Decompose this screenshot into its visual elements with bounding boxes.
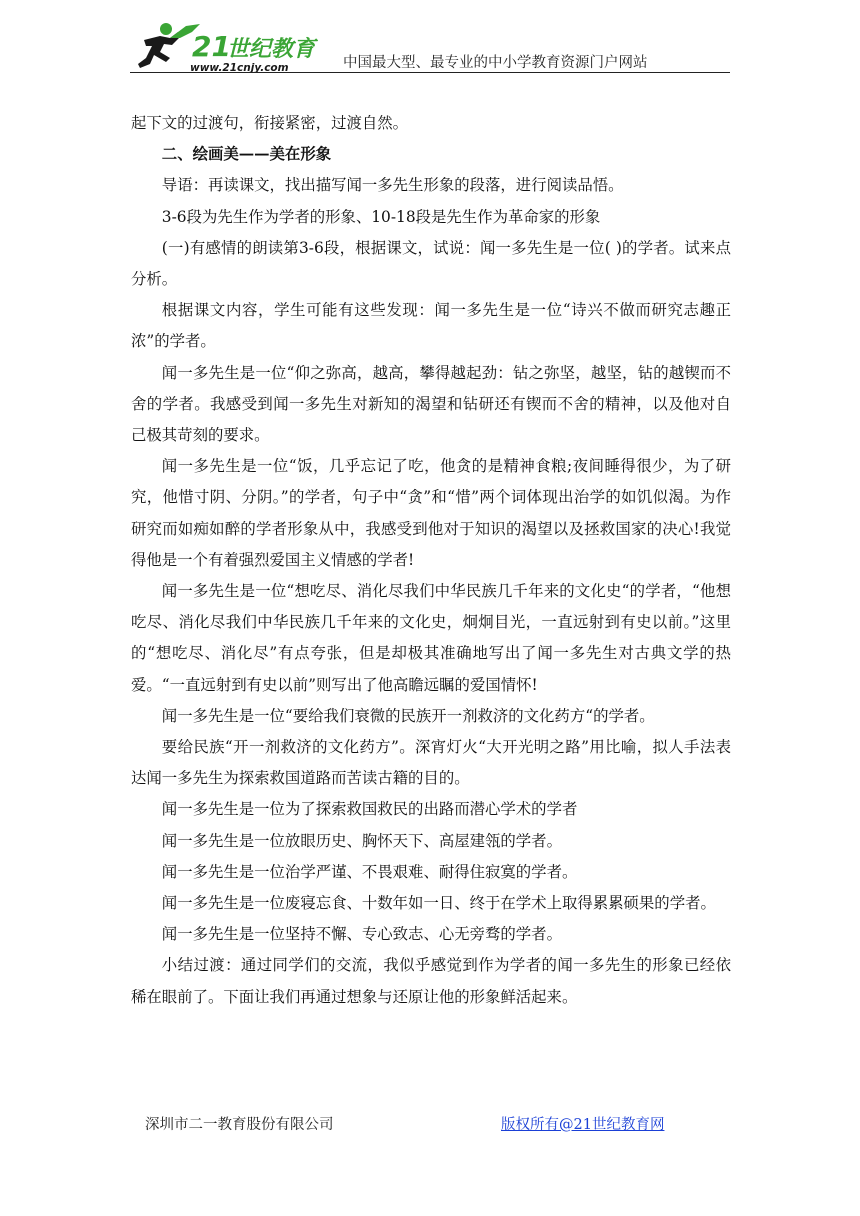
body-paragraph: 闻一多先生是一位放眼历史、胸怀天下、高屋建瓴的学者。 <box>161 831 562 850</box>
document-body <box>131 108 731 1013</box>
body-paragraph: 要给民族“开一剂救济的文化药方”。深宵灯火“大开光明之路”用比喻，拟人手法表达闻一多先生为探索救国道路而苦读古籍的目的。 <box>131 738 731 788</box>
body-paragraph: 3-6段为先生作为学者的形象、10-18段是先生作为革命家的形象 <box>161 207 601 226</box>
body-paragraph: 闻一多先生是一位“仰之弥高，越高，攀得越起劲：钻之弥坚，越坚，钻的越锲而不舍的学者。我感受到闻一多先生对新知的渴望和钻研还有锲而不舍的精神，以及他对自己极其苛刻的要求。 <box>131 363 731 445</box>
body-paragraph: 闻一多先生是一位治学严谨、不畏艰难、耐得住寂寞的学者。 <box>161 862 578 881</box>
footer-copyright-link[interactable]: 版权所有@21世纪教育网 <box>501 1117 665 1133</box>
body-paragraph: 根据课文内容，学生可能有这些发现：闻一多先生是一位“诗兴不做而研究志趣正浓”的学者。 <box>131 301 731 351</box>
logo-wordmark: 世纪教育 <box>227 37 316 62</box>
body-paragraph: 闻一多先生是一位“饭，几乎忘记了吃，他贪的是精神食粮;夜间睡得很少，为了研究，他惜寸阴、分阴。”的学者，句子中“贪”和“惜”两个词体现出治学的如饥似渴。为作研究而如痴如醉的学者形象从中，我感受到他对于知识的渴望以及拯救国家的决心!我觉得他是一个有着强烈爱国主义情感的学者! <box>131 457 731 569</box>
page-header <box>130 18 730 78</box>
section-heading: 二、绘画美——美在形象 <box>161 145 332 164</box>
body-paragraph: 闻一多先生是一位“想吃尽、消化尽我们中华民族几千年来的文化史“的学者，“他想吃尽、消化尽我们中华民族几千年来的文化史，炯炯目光，一直远射到有史以前。”这里的“想吃尽、消化尽”有点夸张，但是却极其准确地写出了闻一多先生对古典文学的热爱。“一直远射到有史以前”则写出了他高瞻远瞩的爱国情怀! <box>131 582 731 694</box>
body-paragraph: 闻一多先生是一位坚持不懈、专心致志、心无旁骛的学者。 <box>161 925 562 944</box>
svg-text:21: 21 <box>192 30 231 63</box>
body-paragraph: 闻一多先生是一位“要给我们衰微的民族开一剂救济的文化药方“的学者。 <box>161 706 655 725</box>
body-paragraph: 导语：再读课文，找出描写闻一多先生形象的段落，进行阅读品悟。 <box>161 176 624 195</box>
body-paragraph: 闻一多先生是一位废寝忘食、十数年如一日、终于在学术上取得累累硕果的学者。 <box>161 894 716 913</box>
body-paragraph: (一)有感情的朗读第3-6段，根据课文，试说：闻一多先生是一位( )的学者。试来点分析。 <box>131 238 731 289</box>
body-paragraph: 小结过渡：通过同学们的交流，我似乎感觉到作为学者的闻一多先生的形象已经依稀在眼前了。下面让我们再通过想象与还原让他的形象鲜活起来。 <box>131 956 731 1006</box>
footer-company: 深圳市二一教育股份有限公司 <box>145 1117 334 1133</box>
site-slogan: 中国最大型、最专业的中小学教育资源门户网站 <box>343 55 648 71</box>
header-divider <box>130 72 730 73</box>
body-paragraph: 闻一多先生是一位为了探索救国救民的出路而潜心学术的学者 <box>161 800 578 819</box>
site-logo[interactable] <box>130 18 330 76</box>
body-paragraph: 起下文的过渡句，衔接紧密，过渡自然。 <box>131 114 409 132</box>
logo-url: www.21cnjy.com <box>190 62 289 74</box>
